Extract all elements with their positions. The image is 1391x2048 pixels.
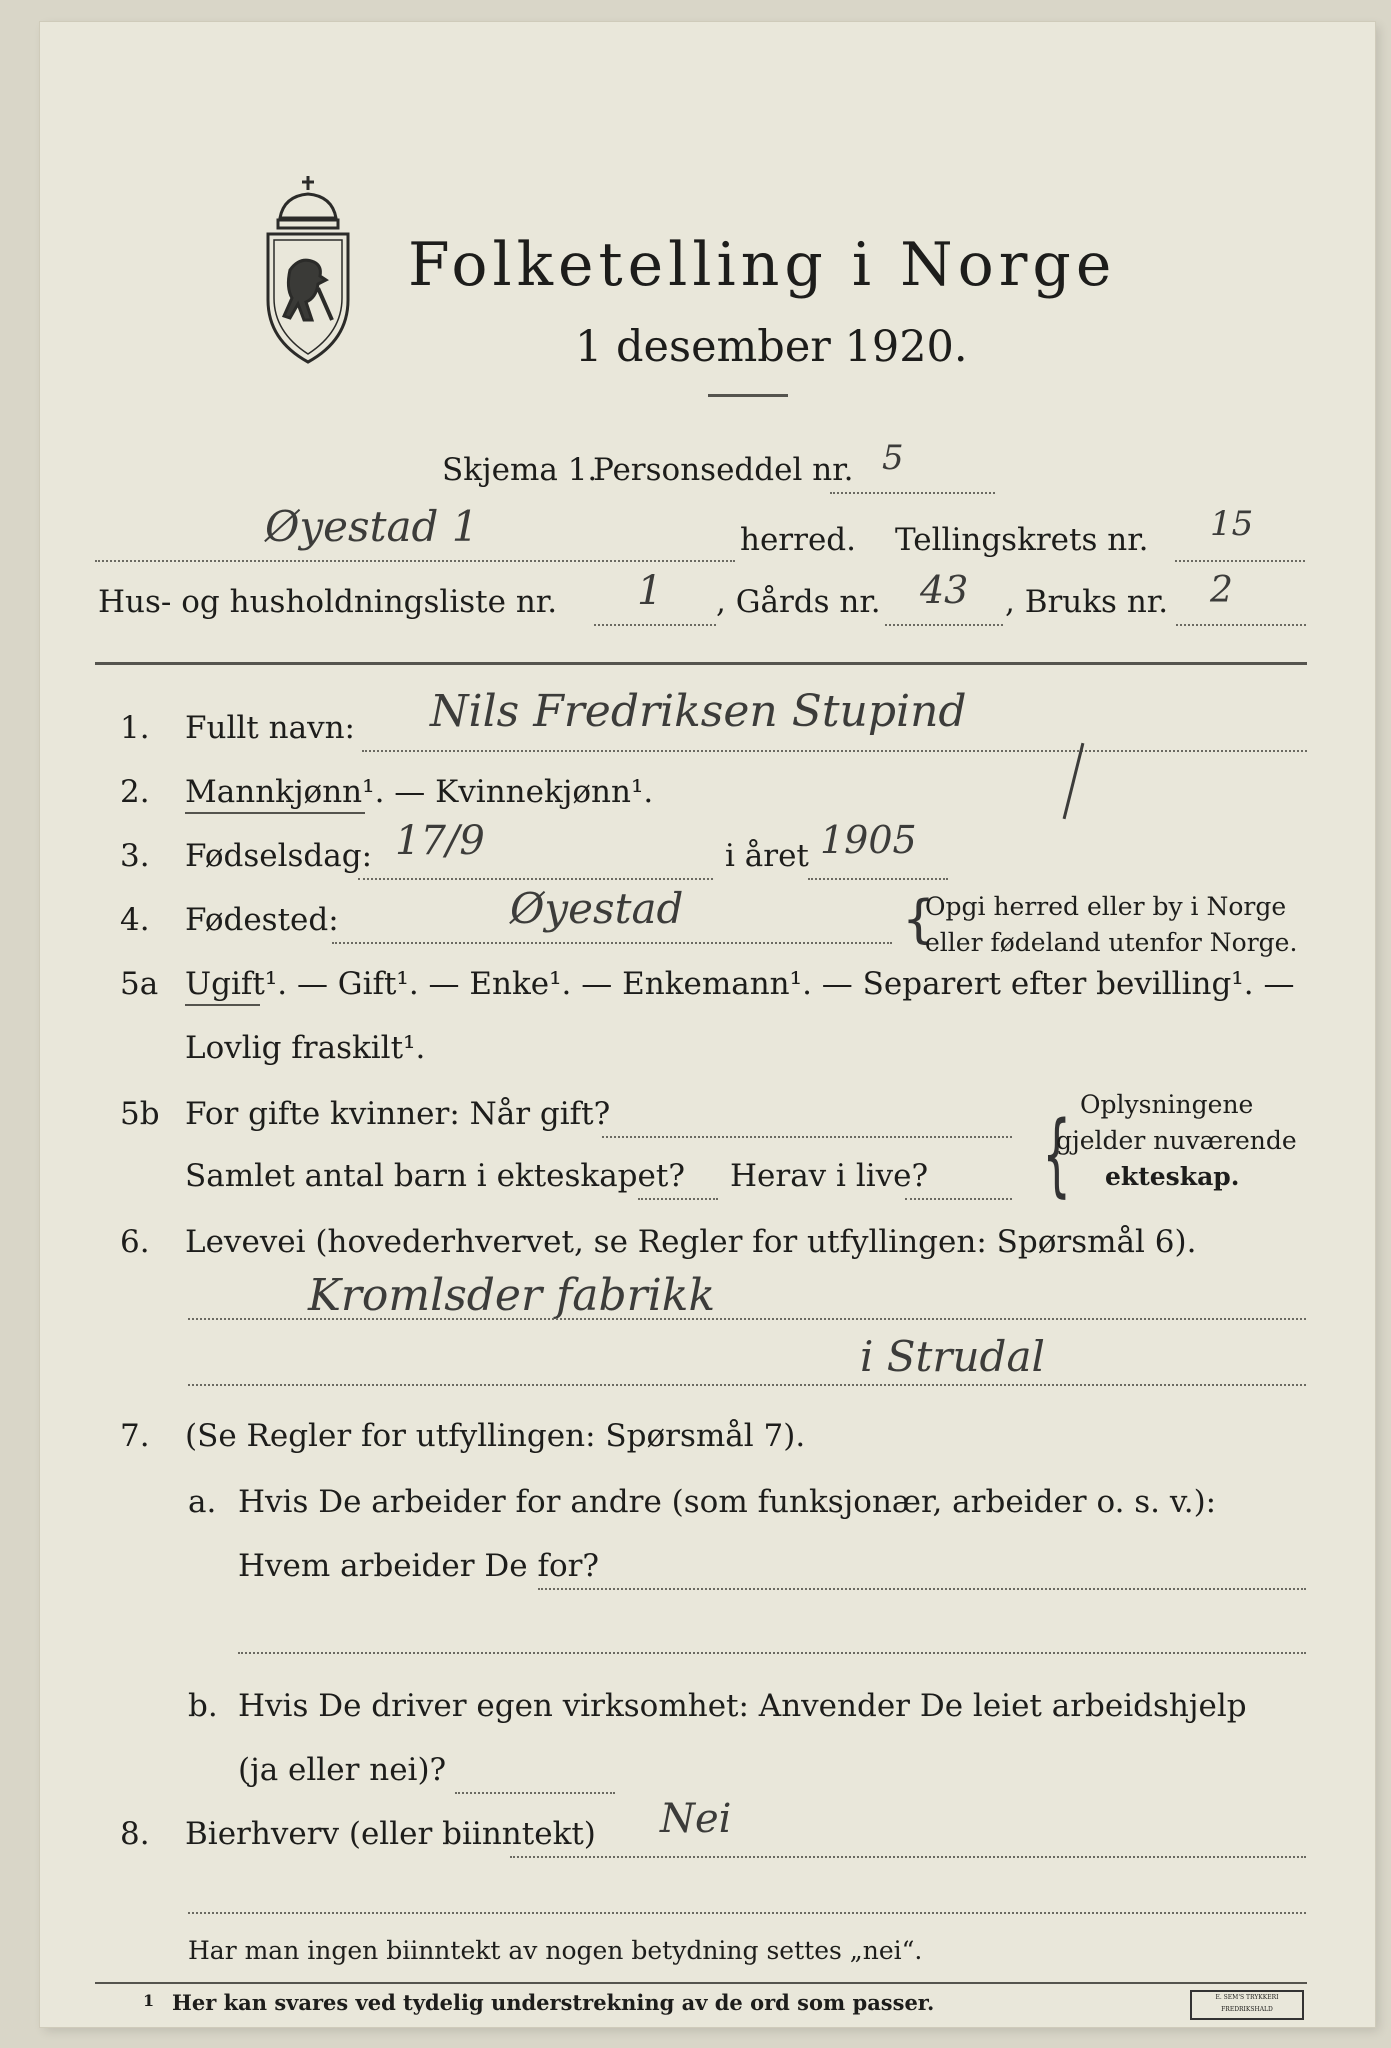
footnote-mark: 1 xyxy=(143,1991,155,2010)
q5b-married-field-line xyxy=(602,1136,1012,1138)
q8-note: Har man ingen biinntekt av nogen betydning settes „nei“. xyxy=(188,1936,923,1965)
q3-year-label: i året xyxy=(725,838,809,874)
coat-of-arms-icon xyxy=(260,170,356,370)
printer-stamp: E. SEM'S TRYKKERI FREDRIKSHALD xyxy=(1190,1990,1304,2020)
q4-number: 4. xyxy=(120,902,150,938)
q8-label: Bierhverv (eller biinntekt) xyxy=(185,1816,596,1852)
q8-value[interactable]: Nei xyxy=(660,1796,732,1842)
q4-note-1: Opgi herred eller by i Norge xyxy=(925,892,1287,921)
tellingskrets-label: Tellingskrets nr. xyxy=(895,522,1149,558)
title-divider xyxy=(708,394,788,397)
q1-number: 1. xyxy=(120,710,150,746)
footnote-text: Her kan svares ved tydelig understrekning av de ord som passer. xyxy=(172,1990,935,2015)
footer-rule xyxy=(95,1982,1307,1984)
q7b-letter: b. xyxy=(188,1688,218,1724)
bruks-value[interactable]: 2 xyxy=(1210,570,1233,611)
form-title: Folketelling i Norge xyxy=(408,230,1117,300)
q4-value[interactable]: Øyestad xyxy=(510,884,684,933)
q5b-alive-field-line xyxy=(905,1198,1012,1200)
hus-value[interactable]: 1 xyxy=(637,568,663,614)
q7b-label: Hvis De driver egen virksomhet: Anvender De leiet arbeidshjelp xyxy=(238,1688,1247,1724)
q7b-label-2: (ja eller nei)? xyxy=(238,1752,447,1788)
q2-number: 2. xyxy=(120,774,150,810)
q7b-field-line xyxy=(455,1792,615,1794)
q5a-label-2: Lovlig fraskilt¹. xyxy=(185,1030,426,1066)
q5b-label: For gifte kvinner: Når gift? xyxy=(185,1096,611,1132)
q5a-number: 5a xyxy=(120,966,159,1002)
q7a-label: Hvis De arbeider for andre (som funksjonær, arbeider o. s. v.): xyxy=(238,1484,1217,1520)
q7-label: (Se Regler for utfyllingen: Spørsmål 7). xyxy=(185,1418,806,1454)
q5a-underline-ugift xyxy=(185,1004,260,1006)
personseddel-label: Personseddel nr. xyxy=(593,452,854,488)
q4-label: Fødested: xyxy=(185,902,339,938)
q6-number: 6. xyxy=(120,1224,150,1260)
q5b-note-1: Oplysningene xyxy=(1080,1090,1254,1119)
q8-field-line-2 xyxy=(188,1912,1306,1914)
q5b-brace: { xyxy=(1042,1102,1071,1207)
census-form-sheet xyxy=(40,22,1375,2027)
q4-brace: { xyxy=(902,890,936,950)
q7-number: 7. xyxy=(120,1418,150,1454)
q6-value-1[interactable]: Kromlsder fabrikk xyxy=(308,1270,716,1321)
q1-label: Fullt navn: xyxy=(185,710,355,746)
herred-label: herred. xyxy=(740,522,856,558)
personseddel-field-line xyxy=(830,492,995,494)
tellingskrets-value[interactable]: 15 xyxy=(1210,504,1254,544)
q5b-number: 5b xyxy=(120,1096,160,1132)
q3-year-field-line xyxy=(808,878,948,880)
q1-field-line xyxy=(362,750,1307,752)
q6-field-line-1 xyxy=(188,1318,1306,1320)
q6-value-2[interactable]: i Strudal xyxy=(860,1332,1045,1381)
q5a-label: Ugift¹. — Gift¹. — Enke¹. — Enkemann¹. — Separert efter bevilling¹. — xyxy=(185,966,1295,1002)
header-rule xyxy=(95,662,1307,665)
q7a-field-line-2 xyxy=(238,1652,1306,1654)
q6-field-line-2 xyxy=(188,1384,1306,1386)
q3-value[interactable]: 17/9 xyxy=(395,818,485,864)
hus-label: Hus- og husholdningsliste nr. xyxy=(98,584,558,620)
gards-label: , Gårds nr. xyxy=(716,584,881,620)
q5b-children-field-line xyxy=(638,1198,718,1200)
q2-label: Mannkjønn¹. — Kvinnekjønn¹. xyxy=(185,774,654,810)
q3-year-value[interactable]: 1905 xyxy=(820,818,917,862)
bruks-label: , Bruks nr. xyxy=(1005,584,1169,620)
q3-number: 3. xyxy=(120,838,150,874)
q8-number: 8. xyxy=(120,1816,150,1852)
hus-field-line xyxy=(594,624,716,626)
herred-field-line xyxy=(95,560,735,562)
q5b-note-3: ekteskap. xyxy=(1105,1162,1240,1191)
q2-check-stroke xyxy=(1063,743,1085,819)
q5b-label-2: Samlet antal barn i ekteskapet? xyxy=(185,1158,685,1194)
q3-label: Fødselsdag: xyxy=(185,838,373,874)
q2-underline-mannkjonn xyxy=(185,812,365,814)
herred-value[interactable]: Øyestad 1 xyxy=(265,502,479,551)
q7a-field-line-1 xyxy=(538,1588,1306,1590)
q3-field-line xyxy=(358,878,713,880)
q8-field-line xyxy=(510,1856,1306,1858)
q6-label: Levevei (hovederhvervet, se Regler for utfyllingen: Spørsmål 6). xyxy=(185,1224,1197,1260)
gards-value[interactable]: 43 xyxy=(920,568,969,612)
form-subtitle: 1 desember 1920. xyxy=(575,322,968,372)
q1-value[interactable]: Nils Fredriksen Stupind xyxy=(430,686,967,737)
tellingskrets-field-line xyxy=(1175,560,1305,562)
q5b-label-3: Herav i live? xyxy=(730,1158,929,1194)
q4-note-2: eller fødeland utenfor Norge. xyxy=(925,928,1298,957)
gards-field-line xyxy=(885,624,1003,626)
skjema-label: Skjema 1. xyxy=(442,452,598,488)
q4-field-line xyxy=(332,942,892,944)
q5b-note-2: gjelder nuværende xyxy=(1056,1126,1297,1155)
q7a-letter: a. xyxy=(188,1484,217,1520)
q7a-label-2: Hvem arbeider De for? xyxy=(238,1548,600,1584)
personseddel-value[interactable]: 5 xyxy=(882,438,904,478)
bruks-field-line xyxy=(1176,624,1306,626)
